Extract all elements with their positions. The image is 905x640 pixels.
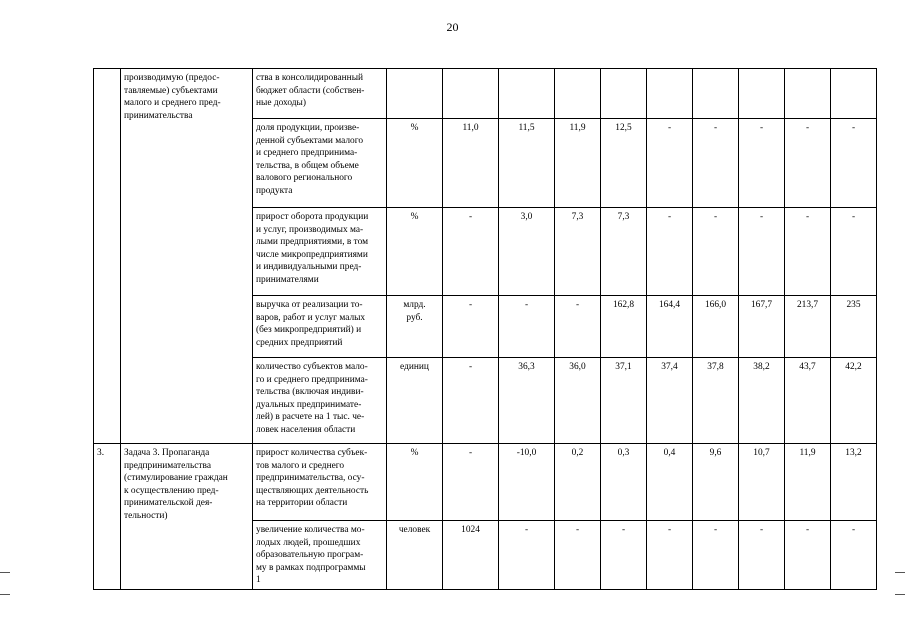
value-cell: - <box>499 521 555 590</box>
value-cell: 12,5 <box>601 119 647 208</box>
indicator-cell: прирост количества субъек- тов малого и среднего предпринимательства, осу- ществляющих деятельность на территории области <box>253 444 387 521</box>
value-cell: - <box>499 296 555 358</box>
value-cell: 11,0 <box>443 119 499 208</box>
cut-mark-right <box>895 594 905 595</box>
value-cell: - <box>693 521 739 590</box>
page-number: 20 <box>446 20 459 34</box>
unit-cell <box>387 69 443 119</box>
task-label-cell: производимую (предос- тавляемые) субъектами малого и среднего пред- принимательства <box>121 69 253 444</box>
table-row <box>94 444 877 521</box>
unit-cell: единиц <box>387 358 443 444</box>
value-cell: 36,0 <box>555 358 601 444</box>
indicators-table <box>93 68 877 590</box>
value-cell: - <box>601 521 647 590</box>
unit-cell: млрд. руб. <box>387 296 443 358</box>
value-cell: 3,0 <box>499 208 555 296</box>
value-cell: 11,9 <box>785 444 831 521</box>
value-cell: 164,4 <box>647 296 693 358</box>
value-cell <box>831 69 877 119</box>
indicator-cell: количество субъектов мало- го и среднего предпринима- тельства (включая индиви- дуальных предпринимате- лей) в расчете на 1 тыс. че- ловек населения области <box>253 358 387 444</box>
row-number-cell <box>94 69 121 444</box>
value-cell: 43,7 <box>785 358 831 444</box>
value-cell <box>785 69 831 119</box>
value-cell: 13,2 <box>831 444 877 521</box>
value-cell: 37,8 <box>693 358 739 444</box>
value-cell: - <box>443 208 499 296</box>
value-cell: 42,2 <box>831 358 877 444</box>
indicator-cell: доля продукции, произве- денной субъектами малого и среднего предпринима- тельства, в общем объеме валового регионального продукта <box>253 119 387 208</box>
value-cell <box>443 69 499 119</box>
value-cell: - <box>647 521 693 590</box>
value-cell: - <box>693 119 739 208</box>
value-cell <box>601 69 647 119</box>
value-cell: - <box>443 358 499 444</box>
value-cell: - <box>785 119 831 208</box>
indicator-cell: ства в консолидированный бюджет области (собствен- ные доходы) <box>253 69 387 119</box>
value-cell: - <box>739 208 785 296</box>
value-cell: - <box>831 521 877 590</box>
value-cell: 7,3 <box>601 208 647 296</box>
value-cell: 37,4 <box>647 358 693 444</box>
cut-mark-left <box>0 572 10 573</box>
value-cell: - <box>555 296 601 358</box>
cut-mark-right <box>895 572 905 573</box>
value-cell: 7,3 <box>555 208 601 296</box>
value-cell: - <box>555 521 601 590</box>
value-cell: 11,9 <box>555 119 601 208</box>
task-label-cell: Задача 3. Пропаганда предпринимательства (стимулирование граждан к осуществлению пред- принимательской дея- тельности) <box>121 444 253 590</box>
value-cell: - <box>785 521 831 590</box>
unit-cell: % <box>387 119 443 208</box>
unit-cell: % <box>387 444 443 521</box>
unit-cell: % <box>387 208 443 296</box>
value-cell: 11,5 <box>499 119 555 208</box>
value-cell: - <box>831 208 877 296</box>
value-cell: 1024 <box>443 521 499 590</box>
value-cell: - <box>647 208 693 296</box>
value-cell: 166,0 <box>693 296 739 358</box>
value-cell: 37,1 <box>601 358 647 444</box>
value-cell: 36,3 <box>499 358 555 444</box>
value-cell: 9,6 <box>693 444 739 521</box>
indicator-cell: увеличение количества мо- лодых людей, прошедших образовательную програм- му в рамках подпрограммы 1 <box>253 521 387 590</box>
value-cell: 0,4 <box>647 444 693 521</box>
value-cell: - <box>831 119 877 208</box>
cut-mark-left <box>0 594 10 595</box>
indicator-cell: выручка от реализации то- варов, работ и услуг малых (без микропредприятий) и средних предприятий <box>253 296 387 358</box>
value-cell: 10,7 <box>739 444 785 521</box>
value-cell <box>647 69 693 119</box>
value-cell: 0,2 <box>555 444 601 521</box>
value-cell: 0,3 <box>601 444 647 521</box>
value-cell <box>739 69 785 119</box>
value-cell <box>555 69 601 119</box>
value-cell: -10,0 <box>499 444 555 521</box>
value-cell: 38,2 <box>739 358 785 444</box>
value-cell: - <box>739 521 785 590</box>
indicator-cell: прирост оборота продукции и услуг, производимых ма- лыми предприятиями, в том числе микропредприятиями и индивидуальными пред- принимателями <box>253 208 387 296</box>
table-row <box>94 69 877 119</box>
unit-cell: человек <box>387 521 443 590</box>
value-cell: 162,8 <box>601 296 647 358</box>
value-cell: - <box>785 208 831 296</box>
value-cell <box>499 69 555 119</box>
value-cell: - <box>647 119 693 208</box>
row-number-cell: 3. <box>94 444 121 590</box>
value-cell: 235 <box>831 296 877 358</box>
value-cell: 213,7 <box>785 296 831 358</box>
value-cell: - <box>443 296 499 358</box>
value-cell: - <box>443 444 499 521</box>
value-cell <box>693 69 739 119</box>
value-cell: 167,7 <box>739 296 785 358</box>
value-cell: - <box>693 208 739 296</box>
value-cell: - <box>739 119 785 208</box>
